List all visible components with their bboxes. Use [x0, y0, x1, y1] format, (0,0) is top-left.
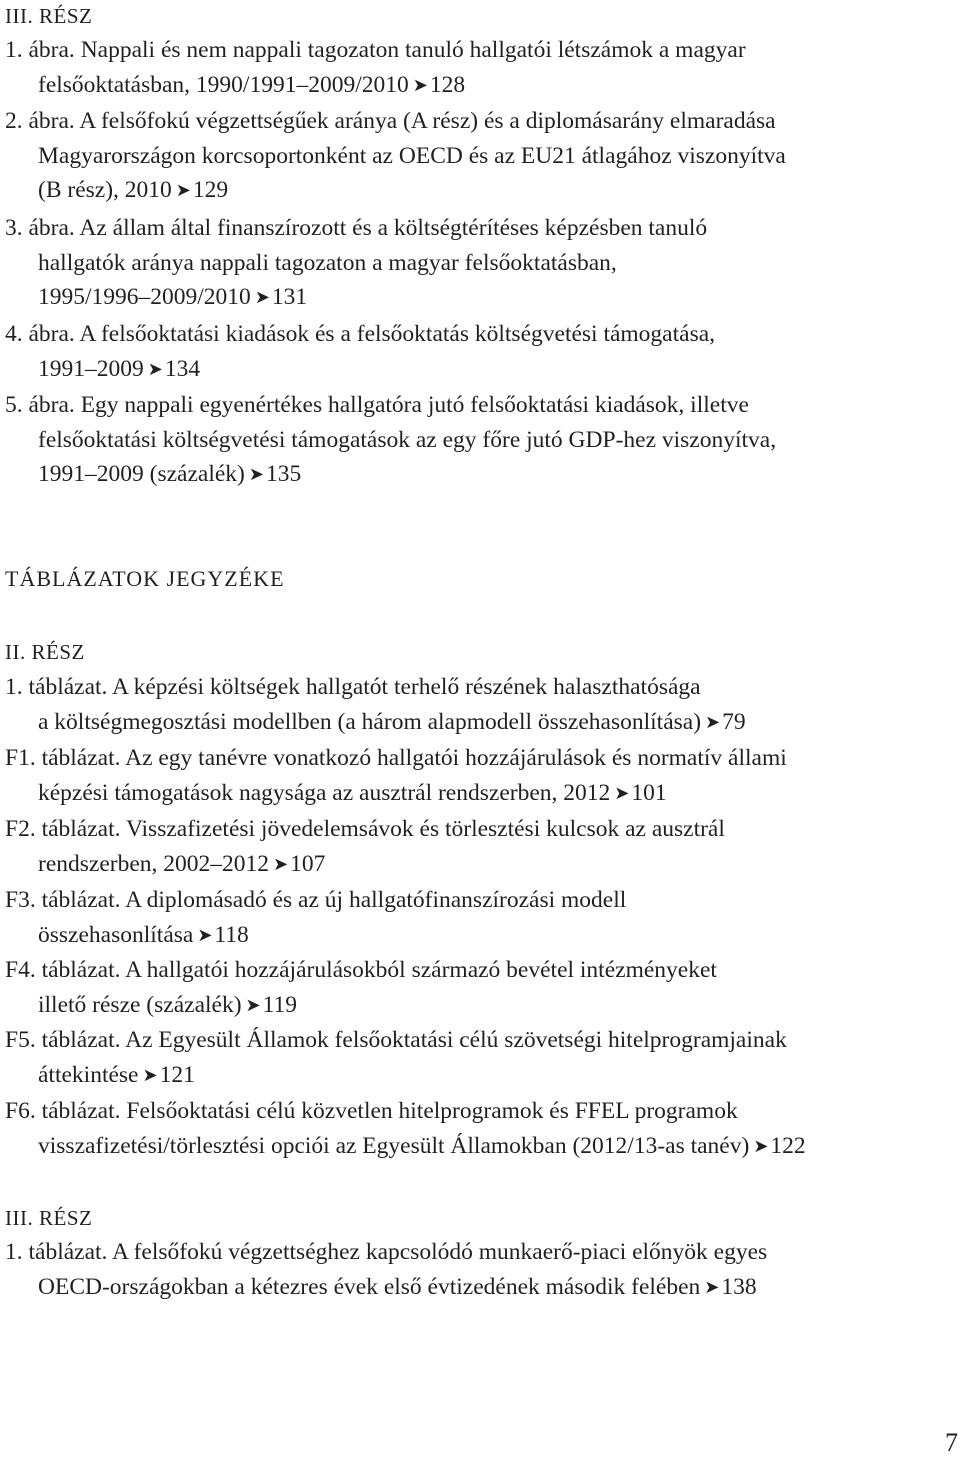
entry-label: 4. ábra.	[5, 321, 75, 347]
arrow-icon: ➤	[175, 180, 191, 200]
entry-title: összehasonlítása	[38, 921, 194, 948]
table-entry-f6	[5, 1094, 940, 1163]
entry-title: Az Egyesült Államok felsőoktatási célú szövetségi hitelprogramjainak	[120, 1027, 787, 1053]
entry-label: F2. táblázat.	[5, 816, 121, 842]
part-heading-iii-figures: III. RÉSZ	[5, 4, 93, 28]
entry-label: F5. táblázat.	[5, 1027, 121, 1053]
table-entry-1	[5, 670, 940, 739]
entry-title: képzési támogatások nagysága az ausztrál rendszerben, 2012	[38, 779, 611, 806]
entry-title: (B rész), 2010	[38, 177, 172, 203]
table-entry-iii-1	[5, 1235, 940, 1304]
tables-list-heading: TÁBLÁZATOK JEGYZÉKE	[5, 566, 285, 591]
arrow-icon: ➤	[614, 782, 630, 803]
table-entry-f2	[5, 812, 940, 881]
entry-page: 121	[159, 1061, 195, 1088]
entry-label: 5. ábra.	[5, 392, 75, 418]
entry-title: Visszafizetési jövedelemsávok és törlesztési kulcsok az ausztrál	[120, 816, 725, 842]
entry-title: A képzési költségek hallgatót terhelő részének halaszthatósága	[107, 674, 701, 700]
entry-page: 119	[262, 991, 298, 1018]
entry-title: Egy nappali egyenértékes hallgatóra jutó felsőoktatási kiadások, illetve	[74, 392, 749, 418]
entry-title: A diplomásadó és az új hallgatófinanszírozási modell	[120, 887, 627, 913]
arrow-icon: ➤	[248, 464, 264, 484]
arrow-icon: ➤	[705, 711, 721, 732]
part-heading-iii-tables: III. RÉSZ	[5, 1206, 93, 1230]
figure-entry-1	[5, 33, 940, 102]
entry-title: Felsőoktatási célú közvetlen hitelprogramok és FFEL programok	[120, 1098, 738, 1124]
entry-title: a költségmegosztási modellben (a három alapmodell összehasonlítása)	[38, 708, 702, 735]
arrow-icon: ➤	[273, 853, 289, 874]
entry-page: 131	[271, 284, 308, 310]
entry-title: felsőoktatásban, 1990/1991–2009/2010	[38, 71, 409, 98]
entry-label: 1. táblázat.	[5, 1239, 108, 1265]
entry-page: 128	[429, 71, 466, 98]
entry-title: OECD-országokban a kétezres évek első évtizedének második felében	[38, 1273, 701, 1300]
entry-label: F6. táblázat.	[5, 1098, 121, 1124]
entry-label: F3. táblázat.	[5, 887, 121, 913]
figure-entry-5	[5, 388, 940, 492]
figure-entry-3	[5, 211, 940, 315]
entry-title: áttekintése	[38, 1061, 139, 1088]
entry-title: A felsőfokú végzettségűek aránya (A rész) és a diplomásarány elmaradása	[74, 108, 776, 134]
entry-page: 101	[631, 779, 667, 806]
entry-page: 129	[192, 177, 229, 203]
part-heading-ii-tables: II. RÉSZ	[5, 640, 85, 664]
table-entry-f5	[5, 1023, 940, 1092]
entry-title: 1995/1996–2009/2010	[38, 284, 251, 310]
entry-page: 118	[214, 921, 249, 948]
figure-entry-4	[5, 317, 940, 386]
entry-title: illető része (százalék)	[38, 991, 242, 1018]
entry-title: Az állam által finanszírozott és a költségtérítéses képzésben tanuló	[74, 215, 708, 241]
arrow-icon: ➤	[704, 1276, 720, 1297]
entry-page: 122	[770, 1132, 806, 1159]
entry-page: 107	[290, 850, 326, 877]
entry-title: A hallgatói hozzájárulásokból származó bevétel intézményeket	[120, 957, 717, 983]
arrow-icon: ➤	[254, 287, 270, 307]
entry-label: 3. ábra.	[5, 215, 75, 241]
entry-title: rendszerben, 2002–2012	[38, 850, 270, 877]
entry-page: 135	[265, 461, 302, 487]
entry-title: Az egy tanévre vonatkozó hallgatói hozzájárulások és normatív állami	[120, 745, 787, 771]
arrow-icon: ➤	[245, 994, 261, 1015]
entry-title: Magyarországon korcsoportonként az OECD és az EU21 átlagához viszonyítva	[38, 142, 786, 169]
entry-title: A felsőfokú végzettséghez kapcsolódó munkaerő-piaci előnyök egyes	[107, 1239, 768, 1265]
arrow-icon: ➤	[147, 358, 163, 379]
entry-page: 138	[721, 1273, 757, 1300]
arrow-icon: ➤	[412, 74, 428, 95]
arrow-icon: ➤	[142, 1064, 158, 1085]
arrow-icon: ➤	[753, 1135, 769, 1156]
entry-label: 2. ábra.	[5, 108, 75, 134]
table-entry-f3	[5, 883, 940, 952]
arrow-icon: ➤	[197, 924, 213, 945]
table-entry-f4	[5, 953, 940, 1022]
page-number: 7	[945, 1428, 958, 1457]
entry-page: 134	[164, 355, 201, 382]
entry-page: 79	[722, 708, 746, 735]
entry-label: 1. ábra.	[5, 37, 75, 63]
entry-title: felsőoktatási költségvetési támogatások az egy főre jutó GDP-hez viszonyítva,	[38, 426, 777, 453]
entry-title: A felsőoktatási kiadások és a felsőoktatás költségvetési támogatása,	[74, 321, 716, 347]
entry-title: 1991–2009	[38, 355, 144, 382]
entry-title: 1991–2009 (százalék)	[38, 461, 245, 487]
entry-label: F4. táblázat.	[5, 957, 121, 983]
figure-entry-2	[5, 104, 940, 208]
entry-title: Nappali és nem nappali tagozaton tanuló hallgatói létszámok a magyar	[74, 37, 746, 63]
entry-title: hallgatók aránya nappali tagozaton a magyar felsőoktatásban,	[38, 249, 617, 276]
entry-title: visszafizetési/törlesztési opciói az Egyesült Államokban (2012/13-as tanév)	[38, 1132, 750, 1159]
table-entry-f1	[5, 741, 940, 810]
entry-label: F1. táblázat.	[5, 745, 121, 771]
entry-label: 1. táblázat.	[5, 674, 108, 700]
